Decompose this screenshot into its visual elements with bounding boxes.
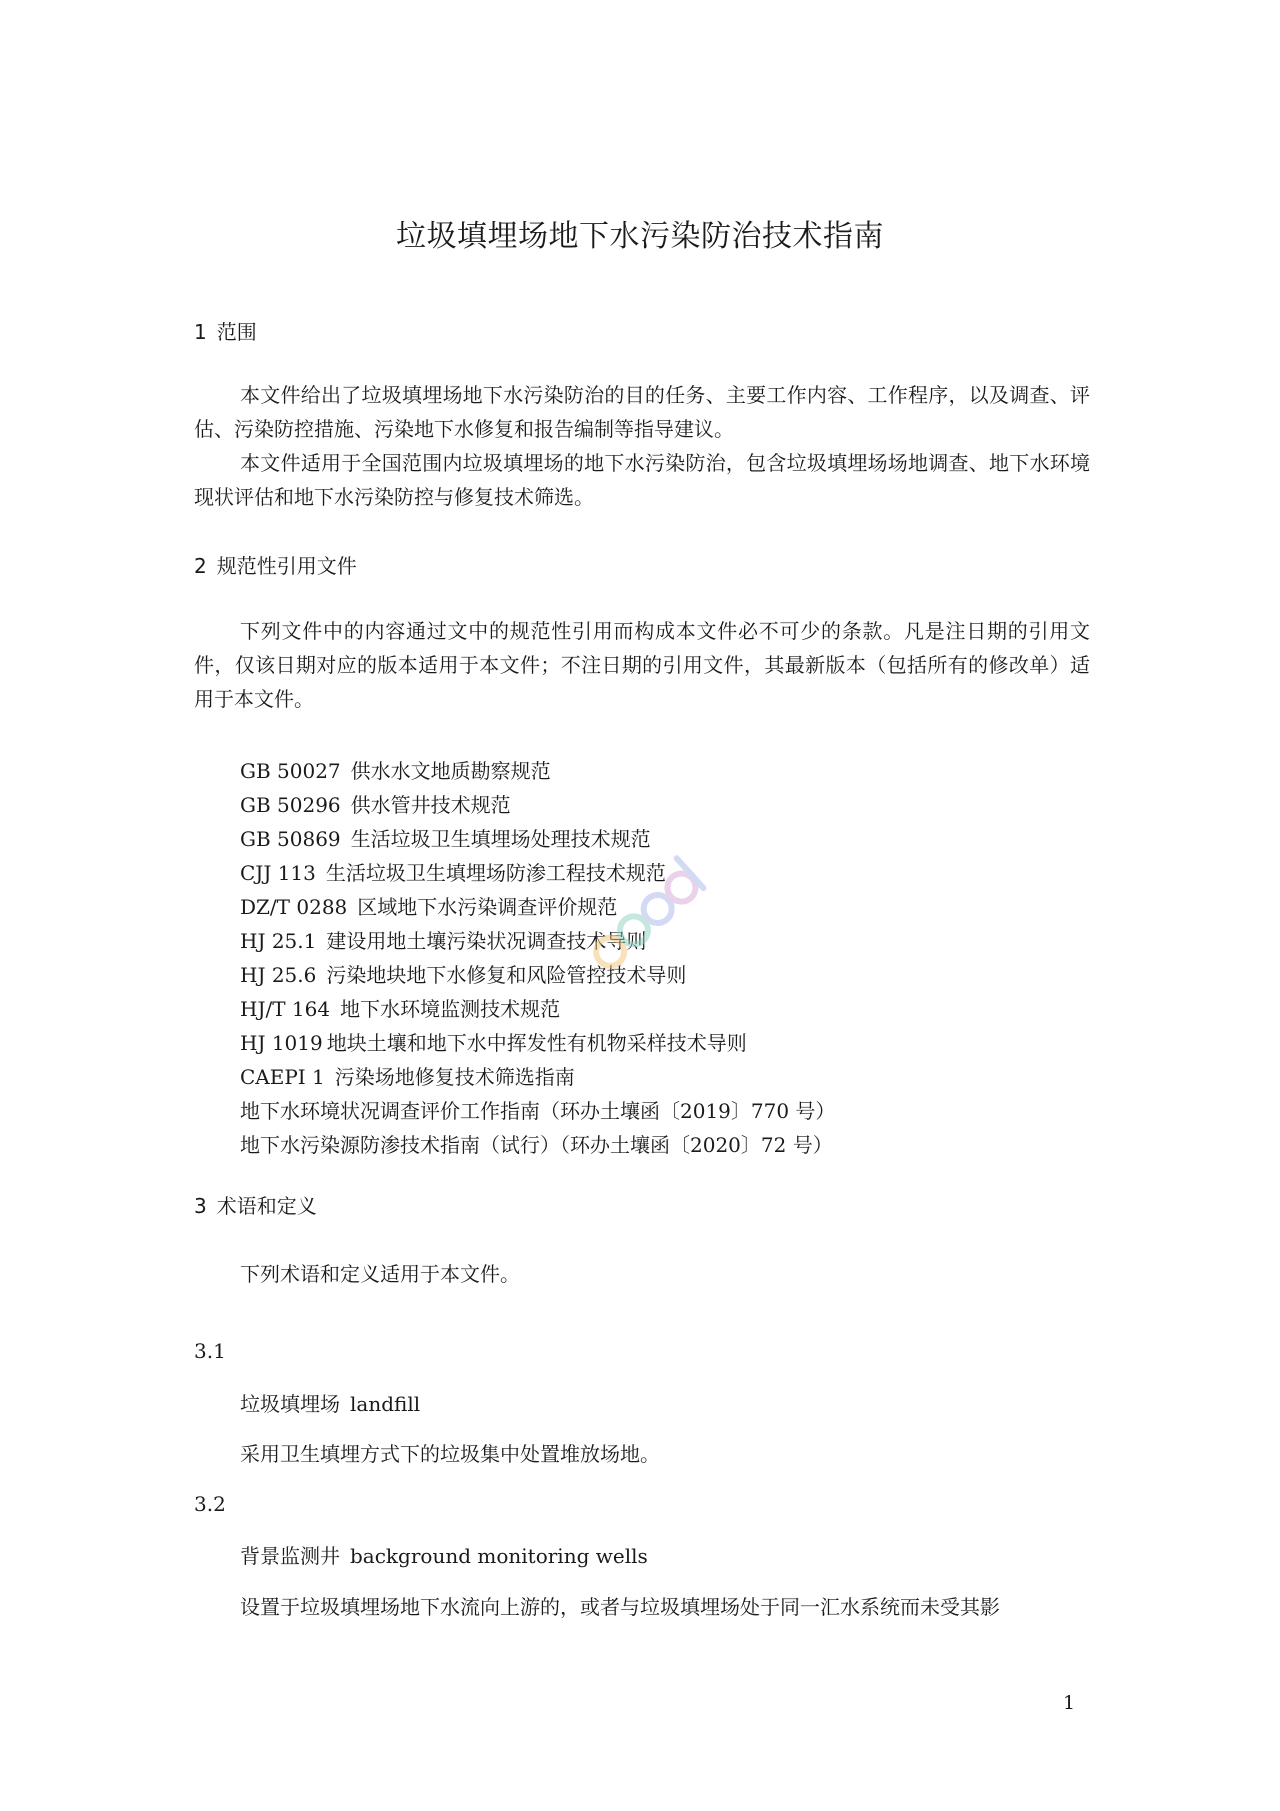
reference-item: HJ 1019 地块土壤和地下水中挥发性有机物采样技术导则	[240, 1031, 747, 1055]
reference-item: GB 50869 生活垃圾卫生填埋场处理技术规范	[240, 827, 651, 851]
section-2-intro: 下列文件中的内容通过文中的规范性引用而构成本文件必不可少的条款。凡是注日期的引用文件，仅该日期对应的版本适用于本文件；不注日期的引用文件，其最新版本（包括所有的修改单）适用于本文件。	[194, 619, 1090, 711]
section-3-heading	[194, 1196, 317, 1216]
reference-list	[240, 754, 835, 1162]
section-2-title: 规范性引用文件	[216, 554, 357, 578]
reference-item: HJ/T 164 地下水环境监测技术规范	[240, 997, 561, 1021]
section-2-number: 2	[194, 554, 207, 578]
section-3-title: 术语和定义	[216, 1194, 317, 1218]
section-3-number: 3	[194, 1194, 207, 1218]
term-cn: 背景监测井	[240, 1544, 340, 1568]
section-1-title: 范围	[216, 320, 257, 344]
term-cn: 垃圾填埋场	[240, 1392, 340, 1416]
section-3-intro: 下列术语和定义适用于本文件。	[240, 1262, 520, 1286]
term-heading	[240, 1394, 420, 1414]
reference-item: GB 50296 供水管井技术规范	[240, 793, 511, 817]
term-en: landfill	[350, 1392, 421, 1416]
term-heading	[240, 1546, 648, 1566]
section-1-paragraph-2: 本文件适用于全国范围内垃圾填埋场的地下水污染防治，包含垃圾填埋场场地调查、地下水环境现状评估和地下水污染防控与修复技术筛选。	[194, 451, 1090, 509]
reference-item: CAEPI 1 污染场地修复技术筛选指南	[240, 1065, 575, 1089]
reference-item: 地下水污染源防渗技术指南（试行）（环办土壤函〔2020〕72 号）	[240, 1133, 833, 1157]
document-title: 垃圾填埋场地下水污染防治技术指南	[396, 219, 884, 254]
term-en: background monitoring wells	[350, 1544, 648, 1568]
reference-item: HJ 25.1 建设用地土壤污染状况调查技术导则	[240, 929, 647, 953]
watermark-logo	[566, 820, 736, 1010]
term-number: 3.2	[194, 1492, 226, 1516]
reference-item: GB 50027 供水水文地质勘察规范	[240, 759, 551, 783]
reference-item: HJ 25.6 污染地块地下水修复和风险管控技术导则	[240, 963, 687, 987]
term-definition: 采用卫生填埋方式下的垃圾集中处置堆放场地。	[240, 1442, 660, 1466]
reference-item: 地下水环境状况调查评价工作指南（环办土壤函〔2019〕770 号）	[240, 1099, 836, 1123]
reference-item: DZ/T 0288 区域地下水污染调查评价规范	[240, 895, 618, 919]
section-1-paragraph-1: 本文件给出了垃圾填埋场地下水污染防治的目的任务、主要工作内容、工作程序，以及调查、评估、污染防控措施、污染地下水修复和报告编制等指导建议。	[194, 383, 1090, 441]
section-2-heading	[194, 556, 357, 576]
page-number: 1	[1063, 1692, 1076, 1714]
section-1-heading	[194, 322, 257, 342]
section-1-number: 1	[194, 320, 207, 344]
term-number: 3.1	[194, 1339, 226, 1363]
reference-item: CJJ 113 生活垃圾卫生填埋场防渗工程技术规范	[240, 861, 666, 885]
term-definition: 设置于垃圾填埋场地下水流向上游的，或者与垃圾填埋场处于同一汇水系统而未受其影	[240, 1595, 1000, 1619]
